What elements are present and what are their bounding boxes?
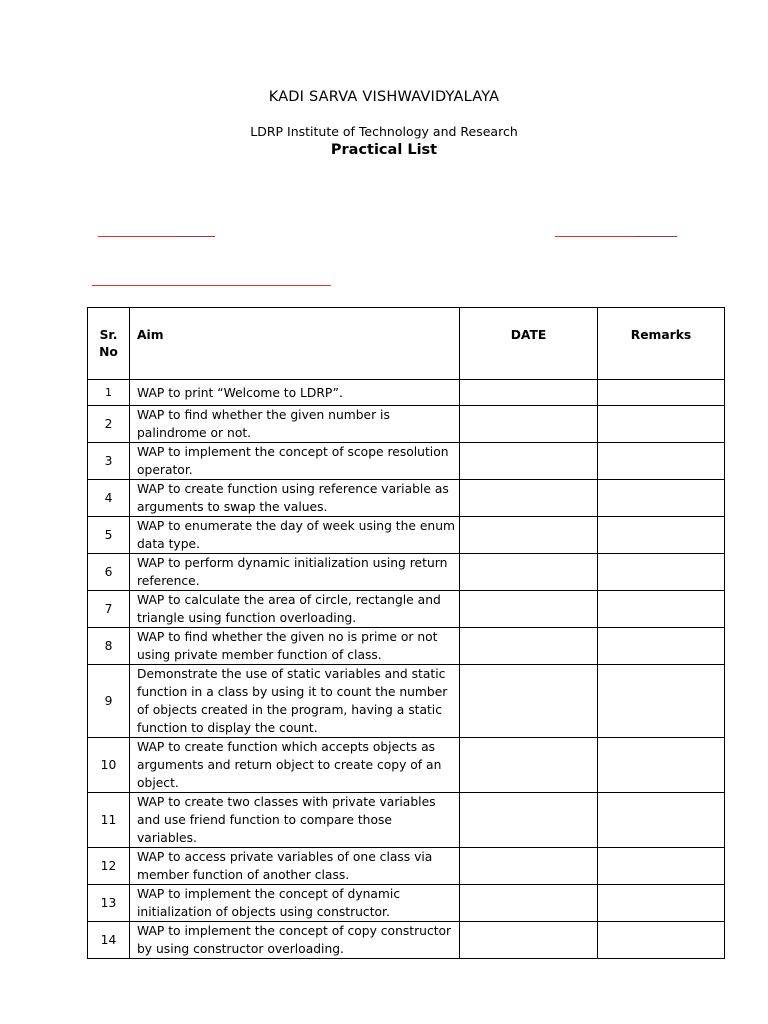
table-header-row	[88, 308, 725, 380]
table-row	[88, 885, 725, 922]
row-aim: WAP to create function which accepts objects as arguments and return object to create copy of an object.	[130, 738, 460, 793]
row-number: 14	[88, 922, 130, 959]
row-aim: WAP to find whether the given number is palindrome or not.	[130, 406, 460, 443]
table-row	[88, 406, 725, 443]
row-remarks	[598, 517, 725, 554]
institute-name: LDRP Institute of Technology and Research	[250, 124, 518, 139]
row-remarks	[598, 665, 725, 738]
row-number: 12	[88, 848, 130, 885]
row-date	[460, 406, 598, 443]
row-number: 6	[88, 554, 130, 591]
row-remarks	[598, 738, 725, 793]
row-aim: WAP to implement the concept of copy constructor by using constructor overloading.	[130, 922, 460, 959]
row-number: 7	[88, 591, 130, 628]
row-remarks	[598, 922, 725, 959]
row-remarks	[598, 480, 725, 517]
row-number: 4	[88, 480, 130, 517]
header-sr-no	[88, 308, 130, 380]
row-date	[460, 480, 598, 517]
row-date	[460, 517, 598, 554]
row-number: 3	[88, 443, 130, 480]
row-aim: WAP to perform dynamic initialization using return reference.	[130, 554, 460, 591]
row-date	[460, 922, 598, 959]
row-remarks	[598, 554, 725, 591]
row-date	[460, 848, 598, 885]
row-number: 11	[88, 793, 130, 848]
blank-line-right	[555, 236, 635, 237]
row-number: 9	[88, 665, 130, 738]
practical-table	[87, 307, 725, 959]
row-date	[460, 554, 598, 591]
header-aim: Aim	[130, 308, 460, 380]
table-row	[88, 443, 725, 480]
row-date	[460, 591, 598, 628]
row-date	[460, 885, 598, 922]
row-aim: WAP to access private variables of one class via member function of another class.	[130, 848, 460, 885]
row-remarks	[598, 380, 725, 406]
row-date	[460, 793, 598, 848]
row-remarks	[598, 443, 725, 480]
row-date	[460, 738, 598, 793]
table-row	[88, 922, 725, 959]
row-aim: WAP to calculate the area of circle, rectangle and triangle using function overloading.	[130, 591, 460, 628]
blank-line-name	[92, 285, 331, 286]
table-row	[88, 517, 725, 554]
row-aim: Demonstrate the use of static variables and static function in a class by using it to count the number of objects created in the program, having a static function to display the count.	[130, 665, 460, 738]
row-remarks	[598, 406, 725, 443]
table-row	[88, 380, 725, 406]
table-row	[88, 554, 725, 591]
row-number: 10	[88, 738, 130, 793]
header-sr-line2: No	[99, 344, 118, 359]
blank-line-left	[98, 236, 176, 237]
table-row	[88, 848, 725, 885]
row-remarks	[598, 885, 725, 922]
row-number: 2	[88, 406, 130, 443]
row-number: 8	[88, 628, 130, 665]
row-aim: WAP to enumerate the day of week using the enum data type.	[130, 517, 460, 554]
row-aim: WAP to create two classes with private variables and use friend function to compare those variables.	[130, 793, 460, 848]
row-aim: WAP to find whether the given no is prime or not using private member function of class.	[130, 628, 460, 665]
table-row	[88, 738, 725, 793]
row-date	[460, 443, 598, 480]
table-row	[88, 480, 725, 517]
row-remarks	[598, 591, 725, 628]
university-name: KADI SARVA VISHWAVIDYALAYA	[268, 89, 500, 105]
header-sr-line1: Sr.	[99, 327, 118, 342]
row-date	[460, 665, 598, 738]
table-row	[88, 665, 725, 738]
row-aim: WAP to implement the concept of dynamic initialization of objects using constructor.	[130, 885, 460, 922]
header-remarks: Remarks	[598, 308, 725, 380]
row-aim: WAP to print “Welcome to LDRP”.	[130, 380, 460, 406]
blank-line-left-tail	[176, 236, 215, 237]
row-number: 1	[88, 380, 130, 406]
table-row	[88, 591, 725, 628]
row-number: 5	[88, 517, 130, 554]
row-remarks	[598, 628, 725, 665]
table-row	[88, 628, 725, 665]
row-date	[460, 380, 598, 406]
row-remarks	[598, 848, 725, 885]
row-date	[460, 628, 598, 665]
row-aim: WAP to create function using reference variable as arguments to swap the values.	[130, 480, 460, 517]
table-row	[88, 793, 725, 848]
row-number: 13	[88, 885, 130, 922]
page-title: Practical List	[330, 142, 438, 158]
header-date: DATE	[460, 308, 598, 380]
row-remarks	[598, 793, 725, 848]
blank-line-right-tail	[635, 236, 677, 237]
row-aim: WAP to implement the concept of scope resolution operator.	[130, 443, 460, 480]
